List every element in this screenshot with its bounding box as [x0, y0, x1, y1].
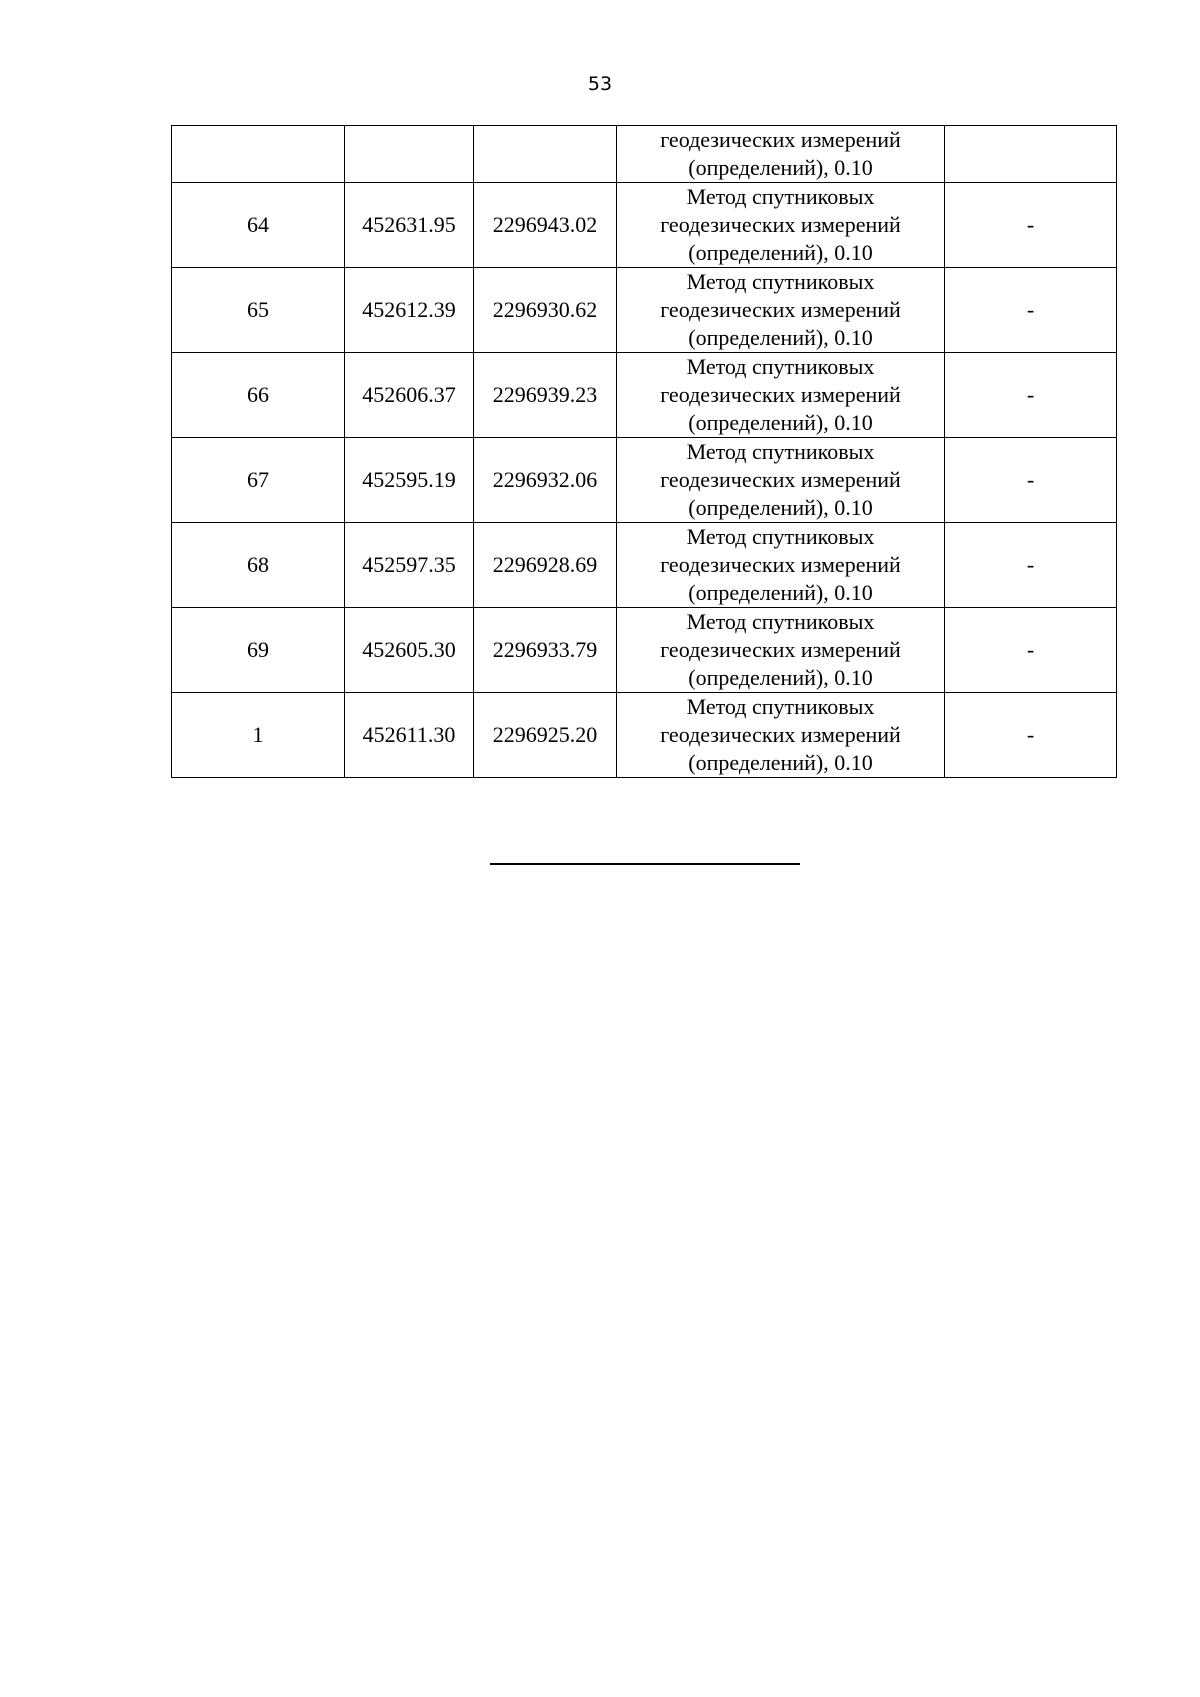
cell-x: 452595.19 [345, 438, 474, 523]
method-line: (определений), 0.10 [688, 325, 873, 350]
method-line: геодезических измерений [660, 212, 901, 237]
cell-method [617, 268, 945, 353]
cell-point: 1 [172, 693, 345, 778]
cell-method [617, 693, 945, 778]
table-row-continuation [172, 126, 1117, 183]
cell-method [617, 183, 945, 268]
cell-note: - [945, 608, 1117, 693]
table-row [172, 693, 1117, 778]
cell-y: 2296925.20 [474, 693, 617, 778]
table-row [172, 353, 1117, 438]
method-line: геодезических измерений [660, 552, 901, 577]
cell-note: - [945, 438, 1117, 523]
method-line: геодезических измерений [660, 382, 901, 407]
cell-y: 2296932.06 [474, 438, 617, 523]
method-line: (определений), 0.10 [688, 665, 873, 690]
method-line: Метод спутниковых [686, 269, 875, 294]
method-line: (определений), 0.10 [688, 410, 873, 435]
cell-y: 2296930.62 [474, 268, 617, 353]
cell-point: 68 [172, 523, 345, 608]
table-row [172, 268, 1117, 353]
method-line: Метод спутниковых [686, 354, 875, 379]
cell-method [617, 126, 945, 183]
method-line: геодезических измерений [660, 127, 901, 152]
cell-method [617, 608, 945, 693]
end-of-document-rule [490, 863, 800, 865]
cell-note: - [945, 693, 1117, 778]
cell-point: 67 [172, 438, 345, 523]
cell-point: 64 [172, 183, 345, 268]
page-number: 53 [587, 73, 613, 95]
table-row [172, 523, 1117, 608]
cell-x: 452606.37 [345, 353, 474, 438]
cell-note: - [945, 523, 1117, 608]
cell-x: 452611.30 [345, 693, 474, 778]
cell-note: - [945, 268, 1117, 353]
table-row [172, 183, 1117, 268]
cell-x [345, 126, 474, 183]
cell-note: - [945, 183, 1117, 268]
method-line: Метод спутниковых [686, 439, 875, 464]
cell-y: 2296943.02 [474, 183, 617, 268]
cell-x: 452605.30 [345, 608, 474, 693]
method-line: (определений), 0.10 [688, 495, 873, 520]
cell-method [617, 438, 945, 523]
cell-y: 2296928.69 [474, 523, 617, 608]
cell-method [617, 353, 945, 438]
cell-x: 452631.95 [345, 183, 474, 268]
method-line: Метод спутниковых [686, 609, 875, 634]
method-line: Метод спутниковых [686, 524, 875, 549]
method-line: геодезических измерений [660, 722, 901, 747]
method-line: Метод спутниковых [686, 694, 875, 719]
cell-y: 2296939.23 [474, 353, 617, 438]
cell-point [172, 126, 345, 183]
table-row [172, 438, 1117, 523]
cell-point: 66 [172, 353, 345, 438]
cell-point: 69 [172, 608, 345, 693]
cell-y: 2296933.79 [474, 608, 617, 693]
cell-point: 65 [172, 268, 345, 353]
cell-note [945, 126, 1117, 183]
table-row [172, 608, 1117, 693]
method-line: Метод спутниковых [686, 184, 875, 209]
method-line: геодезических измерений [660, 297, 901, 322]
cell-note: - [945, 353, 1117, 438]
method-line: геодезических измерений [660, 467, 901, 492]
method-line: (определений), 0.10 [688, 240, 873, 265]
cell-x: 452612.39 [345, 268, 474, 353]
coordinates-table [171, 125, 1117, 778]
method-line: (определений), 0.10 [688, 155, 873, 180]
cell-method [617, 523, 945, 608]
method-line: (определений), 0.10 [688, 580, 873, 605]
cell-x: 452597.35 [345, 523, 474, 608]
method-line: геодезических измерений [660, 637, 901, 662]
method-line: (определений), 0.10 [688, 750, 873, 775]
cell-y [474, 126, 617, 183]
